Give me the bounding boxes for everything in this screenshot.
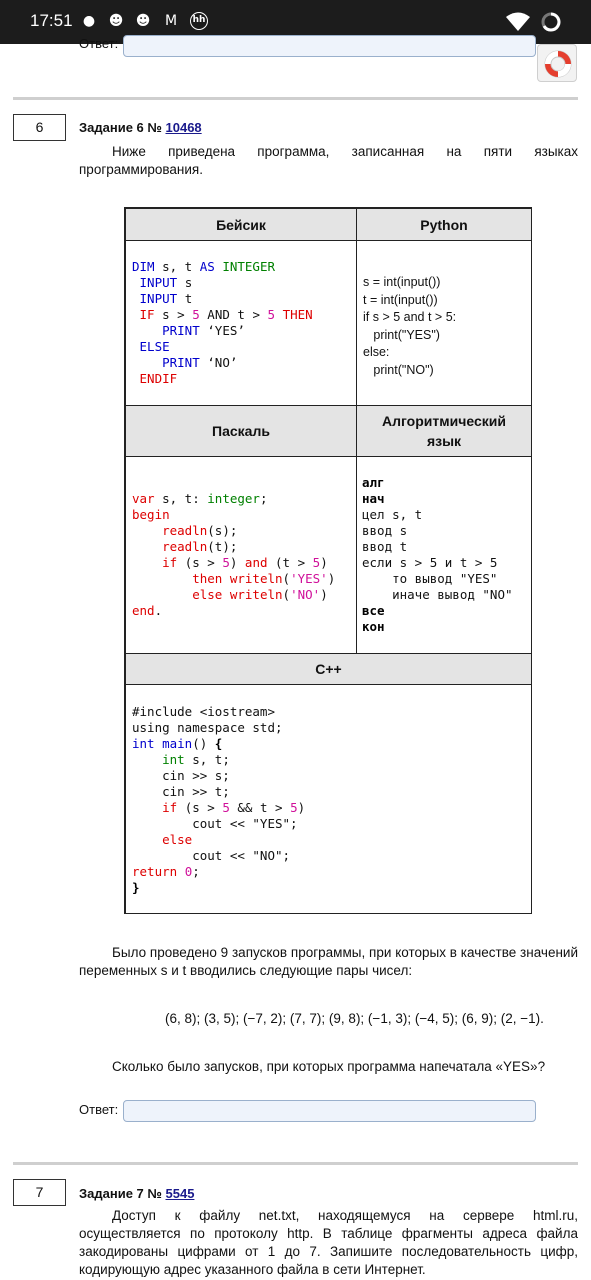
python-code-cell: [356, 240, 532, 406]
header-cpp: C++: [125, 653, 532, 685]
answer-label-6: Ответ:: [79, 1102, 119, 1117]
task-separator: [13, 97, 578, 100]
python-code: s = int(input()) t = int(input()) if s > 5 and t > 5: print("YES") else: print("NO"): [363, 275, 457, 377]
input-pairs: (6, 8); (3, 5); (−7, 2); (7, 7); (9, 8); (−1, 3); (−4, 5); (6, 9); (2, −1).: [165, 1011, 544, 1026]
header-pascal: Паскаль: [125, 405, 357, 457]
task-number-box: 6: [13, 114, 66, 141]
answer-label: Ответ:: [79, 36, 119, 51]
basic-code-cell: [125, 240, 357, 406]
reddit-icon-2: ☻: [135, 13, 151, 29]
status-time: 17:51: [30, 11, 73, 30]
task-question: Сколько было запусков, при которых программа напечатала «YES»?: [112, 1059, 546, 1074]
cpp-code-cell: [125, 684, 532, 914]
task-id-link[interactable]: 10468: [165, 120, 202, 135]
lifebuoy-icon: [543, 49, 573, 79]
header-basic: Бейсик: [125, 208, 357, 241]
gmail-icon: M: [164, 13, 178, 29]
task-number-box-7: 7: [13, 1179, 66, 1206]
hh-icon: hh: [190, 12, 208, 30]
runs-description: Было проведено 9 запусков программы, при которых в качестве значений переменных s и t вводились следующие пары чисел:: [79, 945, 578, 978]
answer-input-6[interactable]: [123, 1100, 536, 1122]
chat-icon: ●: [82, 13, 96, 29]
answer-input-5[interactable]: [123, 35, 536, 57]
code-table: [124, 207, 532, 914]
task-title-7: [79, 1186, 194, 1201]
task-id-link-7[interactable]: 5545: [165, 1186, 195, 1201]
pascal-code: var s, t: integer; begin readln(s); readln(t); if (s > 5) and (t > 5) then writeln('YES') else writeln('NO') end.: [132, 491, 336, 618]
header-algo: Алгоритмический язык: [356, 405, 532, 457]
algo-code-cell: [356, 456, 532, 654]
task-intro: Ниже приведена программа, записанная на пяти языках программирования.: [79, 144, 578, 177]
task-title-text-7: Задание 7 №: [79, 1186, 166, 1201]
wifi-icon: [506, 12, 530, 32]
task7-text: Доступ к файлу net.txt, находящемуся на сервере html.ru, осуществляется по протоколу http. В таблице фрагменты адреса файла закодированы цифрами от 1 до 7. Запишите последовательность цифр, кодирующую адрес указанного файла в сети Интернет.: [79, 1208, 578, 1277]
algo-code: алг нач цел s, t ввод s ввод t если s > 5 и t > 5 то вывод "YES" иначе вывод "NO" все кон: [362, 475, 513, 634]
pascal-code-cell: [125, 456, 357, 654]
task-title-text: Задание 6 №: [79, 120, 166, 135]
battery-ring-icon: [540, 11, 562, 33]
reddit-icon: ☻: [108, 13, 124, 29]
task-title: [79, 120, 202, 135]
basic-code: DIM s, t AS INTEGER INPUT s INPUT t IF s > 5 AND t > 5 THEN PRINT ‘YES’ ELSE PRINT ‘NO’ ENDIF: [132, 259, 313, 386]
header-python: Python: [356, 208, 532, 241]
help-button[interactable]: [537, 44, 577, 82]
cpp-code: #include <iostream> using namespace std; int main() { int s, t; cin >> s; cin >> t; if (s > 5 && t > 5) cout << "YES"; else cout << "NO"; return 0; }: [132, 704, 306, 895]
task-separator-7: [13, 1162, 578, 1165]
